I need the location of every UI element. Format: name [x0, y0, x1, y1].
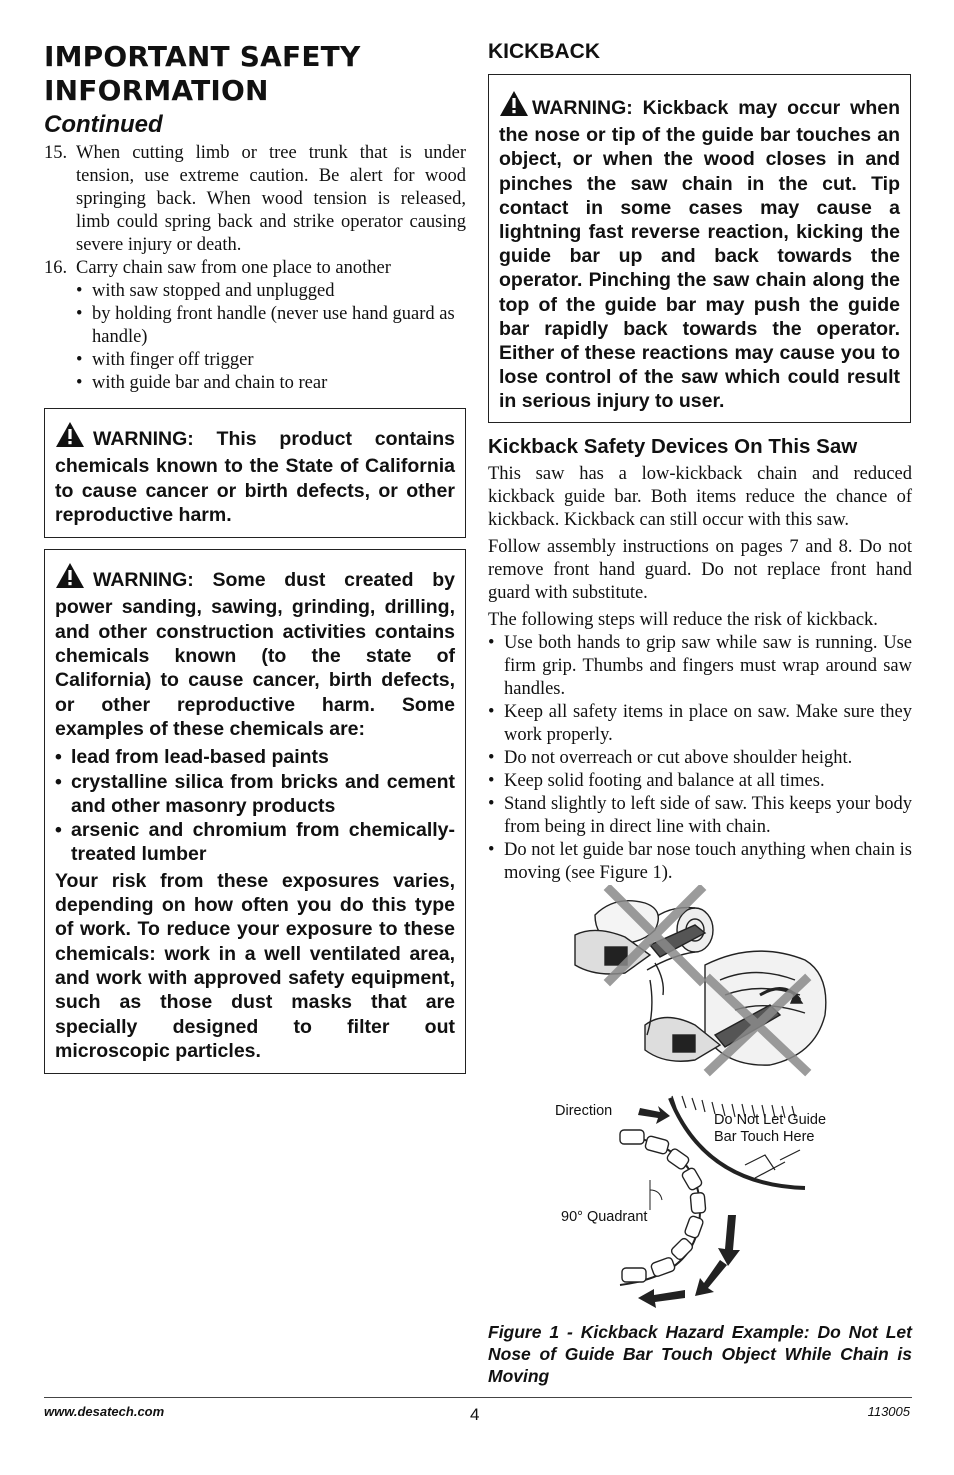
label-direction: Direction — [555, 1103, 613, 1119]
warning-triangle-icon — [499, 90, 529, 123]
paragraph: The following steps will reduce the risk of kickback. — [488, 609, 878, 630]
warning-text: WARNING: Kickback may occur when the nose or tip of the guide bar touches an object, or when the wood closes in and pinches the saw chain in the cut. Tip contact in some cases may cause a lightning fast reverse reaction, kicking the guide bar up and back towards the operator. Pinching the saw chain along the top of the guide bar may push the guide bar rapidly back towards the operator. Either of these reactions may cause you to lose control of the saw which could result in serious injury to user. — [499, 97, 900, 413]
list-item: • arsenic and chromium from chemically-treated lumber — [55, 819, 455, 866]
list-item: • Do not overreach or cut above shoulder height. — [488, 747, 853, 768]
paragraph: Follow assembly instructions on pages 7 and 8. Do not remove front hand guard. Do not replace front hand guard with substitute. — [488, 536, 912, 603]
list-item: • with guide bar and chain to rear — [76, 373, 328, 393]
warning-outro: Your risk from these exposures varies, depending on how often you do this type of work. To reduce your exposure to these chemicals: work in a well ventilated area, and work with approved safety equipment, such as those dust masks that are specially designed to filter out microscopic particles. — [55, 869, 455, 1062]
kickback-heading: KICKBACK — [488, 40, 600, 63]
warning-text: WARNING: Some dust created by power sanding, sawing, grinding, drilling, and other construction activities contains chemicals known (to the state of California) to cause cancer, birth defects, or other reproductive harm. Some examples of these chemicals are: — [55, 569, 455, 740]
page-number: 4 — [470, 1405, 480, 1424]
doc-number: 113005 — [867, 1404, 910, 1419]
list-item: • Stand slightly to left side of saw. This keeps your body from being in direct line with chain. — [488, 793, 912, 837]
kickback-illustration — [555, 885, 835, 1080]
list-item: • Do not let guide bar nose touch anything when chain is moving (see Figure 1). — [488, 839, 912, 883]
label-do-not-touch: Do Not Let Guide Bar Touch Here — [714, 1112, 827, 1145]
list-item: • with finger off trigger — [76, 350, 254, 370]
saw-hazard-drawing — [555, 885, 835, 1080]
item-number: 15. — [44, 143, 68, 163]
label-quadrant: 90° Quadrant — [561, 1209, 648, 1225]
page-title-line1: IMPORTANT SAFETY — [44, 40, 361, 73]
footer-website: www.desatech.com — [44, 1404, 165, 1419]
list-item: • Use both hands to grip saw while saw is running. Use firm grip. Thumbs and fingers must wrap around saw handles. — [488, 632, 912, 699]
list-item-16 — [44, 257, 466, 280]
kickback-body — [488, 463, 912, 885]
list-item: • lead from lead-based paints — [55, 746, 329, 769]
kickback-tips-list — [488, 632, 912, 885]
list-item: • with saw stopped and unplugged — [76, 281, 335, 301]
footer-divider — [44, 1397, 912, 1398]
paragraph: This saw has a low-kickback chain and reduced kickback guide bar. Both items reduce the chance of kickback. Kickback can still occur with this saw. — [488, 463, 912, 530]
page-subtitle: Continued — [44, 111, 163, 138]
chemical-examples-list — [55, 745, 455, 866]
right-column — [488, 40, 912, 885]
warning-box-dust — [44, 549, 466, 1074]
list-item: • Keep solid footing and balance at all times. — [488, 770, 825, 791]
warning-box-kickback — [488, 74, 911, 423]
list-item: • Keep all safety items in place on saw. Make sure they work properly. — [488, 701, 912, 745]
warning-intro — [55, 562, 455, 741]
figure-caption: Figure 1 - Kickback Hazard Example: Do Not Let Nose of Guide Bar Touch Object While Chain is Moving — [488, 1322, 912, 1386]
page-title — [44, 40, 466, 108]
warning-triangle-icon — [55, 421, 85, 454]
numbered-list — [44, 142, 466, 395]
carry-bullets — [44, 280, 466, 395]
list-item: • by holding front handle (never use hand guard as handle) — [76, 304, 455, 347]
item-text: When cutting limb or tree trunk that is under tension, use extreme caution. Be alert for wood springing back. When wood tension is released, limb could spring back and strike operator causing severe injury or death. — [76, 143, 466, 255]
warning-box-chemicals — [44, 408, 466, 538]
list-item-15 — [44, 142, 466, 257]
warning-triangle-icon — [55, 562, 85, 595]
page-title-line2: INFORMATION — [44, 74, 269, 107]
guide-bar-diagram — [550, 1090, 850, 1310]
item-number: 16. — [44, 258, 68, 278]
item-text: Carry chain saw from one place to another — [76, 258, 391, 278]
list-item: • crystalline silica from bricks and cement and other masonry products — [55, 770, 455, 817]
kickback-devices-heading: Kickback Safety Devices On This Saw — [488, 434, 858, 458]
left-column — [44, 40, 466, 1074]
warning-text: WARNING: This product contains chemicals known to the State of California to cause cancer or birth defects, or other reproductive harm. — [55, 428, 455, 526]
